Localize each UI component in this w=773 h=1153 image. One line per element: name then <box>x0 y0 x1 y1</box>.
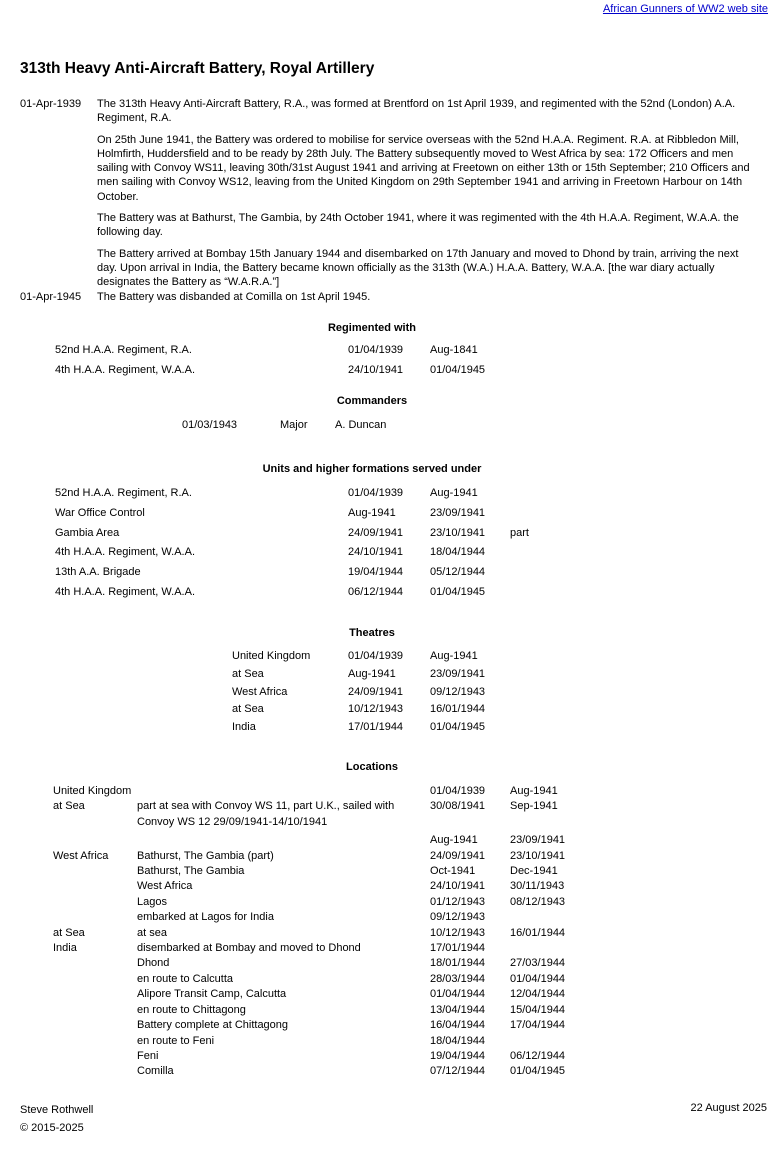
history-paragraph: The Battery arrived at Bombay 15th January 1944 and disembarked on 17th January and moved to Dhond by train, arriving the next day. Upon arrival in India, the Battery became known officially as the 313th (W.A.) H.A.A. Battery, W.A.A. [the war diary actually designates the Battery as “W.A.R.A.”] <box>97 247 739 289</box>
location-detail: Bathurst, The Gambia (part) <box>137 849 274 862</box>
location-region: West Africa <box>53 849 109 862</box>
history-section <box>20 97 758 304</box>
date-from: 30/08/1941 <box>430 800 486 813</box>
date-to: 06/12/1944 <box>510 1049 566 1062</box>
history-entry-text <box>97 97 758 290</box>
location-region <box>53 956 137 971</box>
date-from: 18/01/1944 <box>430 957 486 970</box>
table-row <box>53 941 759 956</box>
commander-rank: Major <box>280 419 308 431</box>
unit-name: War Office Control <box>55 506 145 519</box>
table-row <box>55 586 529 606</box>
table-row <box>53 1049 759 1064</box>
date-to <box>510 910 759 925</box>
date-to: 01/04/1945 <box>430 585 486 598</box>
date-to: Aug-1841 <box>430 344 478 356</box>
footer-date: 22 August 2025 <box>690 1102 767 1114</box>
table-row <box>53 784 759 799</box>
date-to: Aug-1941 <box>430 487 478 499</box>
table-row <box>232 650 485 668</box>
table-row <box>55 364 485 384</box>
date-to: 08/12/1943 <box>510 895 566 908</box>
unit-note <box>510 586 529 606</box>
date-to: 23/09/1941 <box>510 834 566 847</box>
location-region <box>53 879 137 894</box>
table-row <box>232 668 485 686</box>
table-row <box>53 799 759 830</box>
table-row <box>55 344 485 364</box>
date-from: Aug-1941 <box>430 834 478 847</box>
date-from: 19/04/1944 <box>430 1049 486 1062</box>
date-from: 09/12/1943 <box>430 911 486 924</box>
date-to: 23/09/1941 <box>430 667 486 680</box>
page-title: 313th Heavy Anti-Aircraft Battery, Royal Artillery <box>20 60 375 77</box>
location-detail: Feni <box>137 1049 159 1062</box>
date-to: Dec-1941 <box>510 865 558 878</box>
location-region: India <box>53 942 77 955</box>
location-detail: en route to Feni <box>137 1034 215 1047</box>
history-entry-text <box>97 290 758 304</box>
unit-name: 52nd H.A.A. Regiment, R.A. <box>55 487 192 499</box>
unit-name: 13th A.A. Brigade <box>55 566 141 579</box>
location-detail: embarked at Lagos for India <box>137 911 274 924</box>
commander-date: 01/03/1943 <box>182 419 238 431</box>
location-region <box>53 1049 137 1064</box>
history-paragraph: The 313th Heavy Anti-Aircraft Battery, R.A., was formed at Brentford on 1st April 1939, and regimented with the 52nd (London) A.A. Regiment, R.A. <box>97 98 736 125</box>
unit-name: 4th H.A.A. Regiment, W.A.A. <box>55 585 195 598</box>
date-from: 01/04/1939 <box>348 487 404 499</box>
date-from: 10/12/1943 <box>348 703 404 716</box>
location-detail: Bathurst, The Gambia <box>137 865 245 878</box>
unit-note: part <box>510 526 529 539</box>
history-entry-date: 01-Apr-1945 <box>20 290 82 303</box>
date-from: 07/12/1944 <box>430 1065 486 1078</box>
locations-table <box>53 784 759 1080</box>
table-row <box>53 910 759 925</box>
location-region <box>53 910 137 925</box>
date-from: 19/04/1944 <box>348 566 404 579</box>
location-region <box>53 833 137 848</box>
table-row <box>55 566 529 586</box>
date-to: 23/10/1941 <box>510 849 566 862</box>
table-row <box>232 686 485 704</box>
date-from: 17/01/1944 <box>348 721 404 734</box>
table-row <box>53 972 759 987</box>
date-from: 17/01/1944 <box>430 942 486 955</box>
table-row <box>53 833 759 848</box>
section-heading-units: Units and higher formations served under <box>262 463 482 475</box>
history-paragraph: The Battery was disbanded at Comilla on 1st April 1945. <box>97 290 371 303</box>
site-home-link[interactable]: African Gunners of WW2 web site <box>602 3 768 15</box>
date-to: 12/04/1944 <box>510 988 566 1001</box>
commander-name: A. Duncan <box>335 419 387 431</box>
theatre-name: at Sea <box>232 703 264 716</box>
location-region <box>53 972 137 987</box>
date-from: Aug-1941 <box>348 667 396 680</box>
date-from: 10/12/1943 <box>430 926 486 939</box>
date-from: 24/09/1941 <box>348 685 404 698</box>
table-row <box>53 895 759 910</box>
table-row <box>53 987 759 1002</box>
date-from: 01/04/1944 <box>430 988 486 1001</box>
date-to: 16/01/1944 <box>510 926 566 939</box>
date-from: 24/10/1941 <box>348 363 404 376</box>
date-to: 05/12/1944 <box>430 566 486 579</box>
location-detail: Dhond <box>137 957 170 970</box>
theatre-name: West Africa <box>232 685 288 698</box>
date-to: 01/04/1944 <box>510 972 566 985</box>
location-detail: en route to Calcutta <box>137 972 234 985</box>
theatre-name: at Sea <box>232 667 264 680</box>
footer-copyright: © 2015-2025 <box>20 1121 84 1134</box>
section-heading-commanders: Commanders <box>336 395 408 407</box>
location-detail: West Africa <box>137 880 193 893</box>
date-from: 13/04/1944 <box>430 1003 486 1016</box>
table-row <box>55 527 529 547</box>
date-to: 23/09/1941 <box>430 506 486 519</box>
date-to: 01/04/1945 <box>430 721 486 734</box>
date-to: 18/04/1944 <box>430 546 486 559</box>
section-heading-locations: Locations <box>346 761 398 773</box>
location-detail: Alipore Transit Camp, Calcutta <box>137 988 287 1001</box>
location-region: United Kingdom <box>53 785 132 797</box>
location-detail: Battery complete at Chittagong <box>137 1019 289 1032</box>
date-to <box>510 1034 759 1049</box>
date-to: Aug-1941 <box>510 785 558 797</box>
history-paragraph: On 25th June 1941, the Battery was ordered to mobilise for service overseas with the 52nd H.A.A. Regiment. R.A. at Ribbledon Mill, Holmfirth, Huddersfield and to be ready by 28th July. The Battery subsequently moved to West Africa by sea: 172 Officers and men sailing with Convoy WS11, leaving 30th/31st August 1941 and arriving at Freetown on either 13th or 15th September; 210 Officers and men sailing with Convoy WS12, leaving from the United Kingdom on 29th September 1941 and arriving in Freetown Harbour on 14th October. <box>97 133 750 203</box>
date-to <box>510 941 759 956</box>
units-table <box>55 487 529 606</box>
regiment-name: 52nd H.A.A. Regiment, R.A. <box>55 344 192 356</box>
theatre-name: United Kingdom <box>232 650 311 662</box>
unit-note <box>510 487 529 507</box>
location-detail: at sea <box>137 926 167 939</box>
footer-author-block <box>20 1102 93 1137</box>
location-detail: Lagos <box>137 895 167 908</box>
date-from: 01/12/1943 <box>430 895 486 908</box>
regimented-with-table <box>55 344 485 383</box>
date-from: 16/04/1944 <box>430 1019 486 1032</box>
table-row <box>53 1034 759 1049</box>
section-heading-theatres: Theatres <box>349 627 395 639</box>
table-row <box>53 1018 759 1033</box>
date-from: 24/09/1941 <box>430 849 486 862</box>
date-to: 27/03/1944 <box>510 957 566 970</box>
date-to: 09/12/1943 <box>430 685 486 698</box>
section-heading-regimented-with: Regimented with <box>327 322 416 334</box>
unit-note <box>510 507 529 527</box>
footer-author: Steve Rothwell <box>20 1104 94 1116</box>
location-region <box>53 1018 137 1033</box>
location-detail: Comilla <box>137 1065 174 1078</box>
date-to: 15/04/1944 <box>510 1003 566 1016</box>
date-from: 01/04/1939 <box>430 785 486 797</box>
date-to: 23/10/1941 <box>430 526 486 539</box>
location-detail: part at sea with Convoy WS 11, part U.K., sailed with Convoy WS 12 29/09/1941-14/10/1941 <box>137 800 395 828</box>
location-detail <box>137 784 430 799</box>
location-region <box>53 1003 137 1018</box>
date-from: 01/04/1939 <box>348 650 404 662</box>
table-row <box>53 926 759 941</box>
commander-row <box>182 419 386 431</box>
date-from: 24/10/1941 <box>348 546 404 559</box>
theatre-name: India <box>232 721 256 734</box>
table-row <box>55 546 529 566</box>
date-to: 17/04/1944 <box>510 1019 566 1032</box>
date-from: 01/04/1939 <box>348 344 404 356</box>
table-row <box>232 721 485 739</box>
table-row <box>53 1003 759 1018</box>
table-row <box>55 487 529 507</box>
location-detail: en route to Chittagong <box>137 1003 246 1016</box>
table-row <box>55 507 529 527</box>
date-from: Aug-1941 <box>348 506 396 519</box>
theatres-table <box>232 650 485 739</box>
regiment-name: 4th H.A.A. Regiment, W.A.A. <box>55 363 195 376</box>
location-region: at Sea <box>53 800 85 813</box>
table-row <box>53 864 759 879</box>
unit-note <box>510 566 529 586</box>
date-from: Oct-1941 <box>430 865 476 878</box>
unit-note <box>510 546 529 566</box>
date-to: 16/01/1944 <box>430 703 486 716</box>
date-from: 28/03/1944 <box>430 972 486 985</box>
date-from: 24/09/1941 <box>348 526 404 539</box>
date-from: 18/04/1944 <box>430 1034 486 1047</box>
table-row <box>53 849 759 864</box>
table-row <box>53 879 759 894</box>
unit-name: Gambia Area <box>55 526 120 539</box>
table-row <box>53 956 759 971</box>
location-detail <box>137 833 430 848</box>
table-row <box>53 1064 759 1079</box>
location-region <box>53 1064 137 1079</box>
history-entry-date: 01-Apr-1939 <box>20 98 82 110</box>
table-row <box>232 703 485 721</box>
date-from: 06/12/1944 <box>348 585 404 598</box>
date-to: Aug-1941 <box>430 650 478 662</box>
unit-name: 4th H.A.A. Regiment, W.A.A. <box>55 546 195 559</box>
location-region <box>53 895 137 910</box>
location-region <box>53 987 137 1002</box>
location-region <box>53 864 137 879</box>
date-to: 30/11/1943 <box>510 880 565 893</box>
location-region: at Sea <box>53 926 85 939</box>
date-from: 24/10/1941 <box>430 880 486 893</box>
date-to: 01/04/1945 <box>430 363 486 376</box>
location-detail: disembarked at Bombay and moved to Dhond <box>137 942 361 955</box>
date-to: Sep-1941 <box>510 800 558 813</box>
history-paragraph: The Battery was at Bathurst, The Gambia, by 24th October 1941, where it was regimented with the 4th H.A.A. Regiment, W.A.A. the following day. <box>97 212 739 239</box>
location-region <box>53 1034 137 1049</box>
date-to: 01/04/1945 <box>510 1065 566 1078</box>
